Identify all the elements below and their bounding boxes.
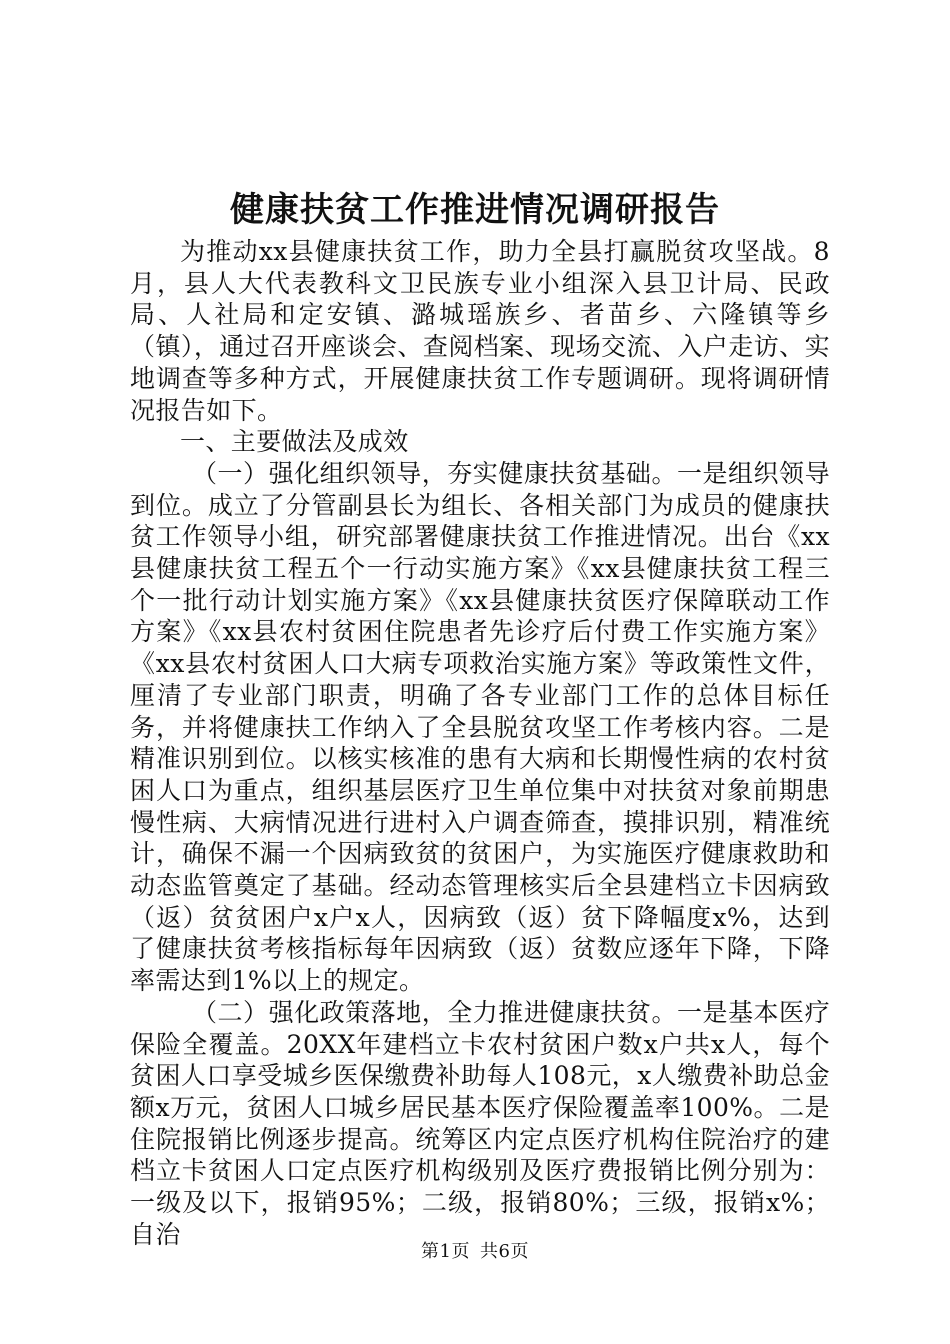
document-body xyxy=(130,236,830,1251)
section-heading: 一、主要做法及成效 xyxy=(180,427,409,457)
intro-paragraph: 为推动xx县健康扶贫工作，助力全县打赢脱贫攻坚战。8月，县人大代表教科文卫民族专业小组深入县卫计局、民政局、人社局和定安镇、潞城瑶族乡、者苗乡、六隆镇等乡（镇），通过召开座谈会、查阅档案、现场交流、入户走访、实地调查等多种方式，开展健康扶贫工作专题调研。现将调研情况报告如下。 xyxy=(130,237,830,425)
page-number: 第1页 xyxy=(421,1241,470,1262)
page-total: 共6页 xyxy=(480,1241,529,1262)
document-title: 健康扶贫工作推进情况调研报告 xyxy=(230,190,720,230)
subsection-paragraph-1: （一）强化组织领导，夯实健康扶贫基础。一是组织领导到位。成立了分管副县长为组长、各相关部门为成员的健康扶贫工作领导小组，研究部署健康扶贫工作推进情况。出台《xx县健康扶贫工程五个一行动实施方案》《xx县健康扶贫工程三个一批行动计划实施方案》《xx县健康扶贫医疗保障联动工作方案》《xx县农村贫困住院患者先诊疗后付费工作实施方案》《xx县农村贫困人口大病专项救治实施方案》等政策性文件，厘清了专业部门职责，明确了各专业部门工作的总体目标任务，并将健康扶工作纳入了全县脱贫攻坚工作考核内容。二是精准识别到位。以核实核准的患有大病和长期慢性病的农村贫困人口为重点，组织基层医疗卫生单位集中对扶贫对象前期患慢性病、大病情况进行进村入户调查筛查，摸排识别，精准统计，确保不漏一个因病致贫的贫困户，为实施医疗健康救助和动态监管奠定了基础。经动态管理核实后全县建档立卡因病致（返）贫贫困户x户x人，因病致（返）贫下降幅度x%，达到了健康扶贫考核指标每年因病致（返）贫数应逐年下降，下降率需达到1%以上的规定。 xyxy=(130,458,830,996)
page-footer xyxy=(0,1240,950,1264)
subsection-paragraph-2: （二）强化政策落地，全力推进健康扶贫。一是基本医疗保险全覆盖。20XX年建档立卡农村贫困户数x户共x人，每个贫困人口享受城乡医保缴费补助每人108元，x人缴费补助总金额x万元，贫困人口城乡居民基本医疗保险覆盖率100%。二是住院报销比例逐步提高。统筹区内定点医疗机构住院治疗的建档立卡贫困人口定点医疗机构级别及医疗费报销比例分别为：一级及以下，报销95%；二级，报销80%；三级，报销x%；自治 xyxy=(130,997,830,1249)
